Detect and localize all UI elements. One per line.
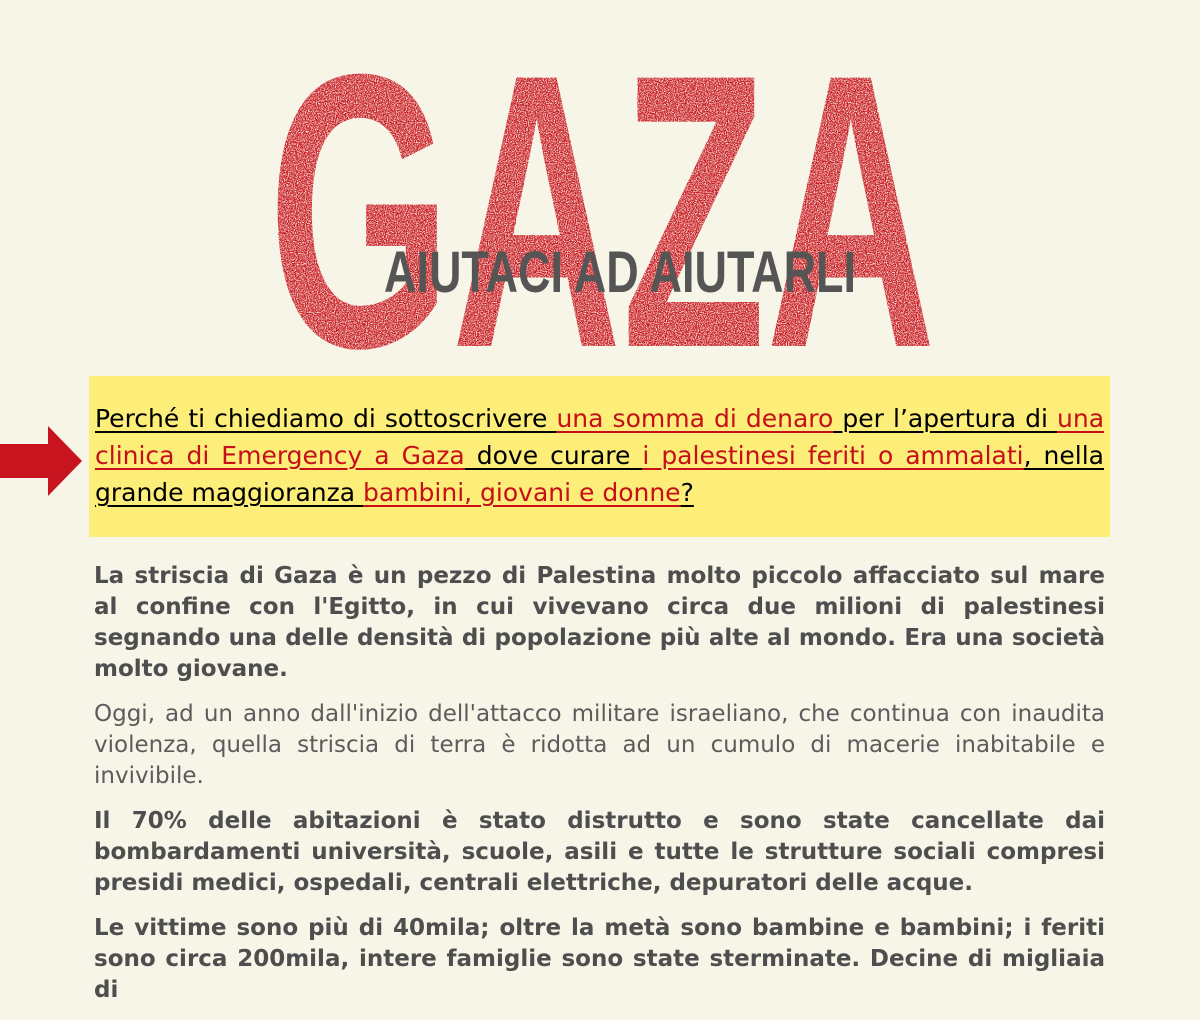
highlight-box [89,376,1110,537]
gaza-logo [262,48,942,358]
highlight-emphasis: i palestinesi feriti o ammalati [642,441,1024,470]
paragraph: La striscia di Gaza è un pezzo di Palestina molto piccolo affacciato sul mare al confine con l'Egitto, in cui vivevano circa due milioni di palestinesi segnando una delle densità di popolazione più alte al mondo. Era una società molto giovane. [94,563,1105,682]
highlight-emphasis: bambini, giovani e donne [363,478,681,507]
paragraph: Le vittime sono più di 40mila; oltre la metà sono bambine e bambini; i feriti sono circa 200mila, intere famiglie sono state sterminate. Decine di migliaia di [94,915,1105,1003]
paragraph: Oggi, ad un anno dall'inizio dell'attacco militare israeliano, che continua con inaudita violenza, quella striscia di terra è ridotta ad un cumulo di macerie inabitabile e invivibile. [94,701,1105,789]
highlight-emphasis: una somma di denaro [556,404,834,433]
gaza-logo-graphic [262,48,942,358]
article-body [94,561,1105,1020]
highlight-emphasis: una clinica di Emergency a Gaza [95,404,1105,470]
highlight-text-segment: dove curare [464,441,643,470]
paragraph: Il 70% delle abitazioni è stato distrutto e sono state cancellate dai bombardamenti università, scuole, asili e tutte le strutture sociali compresi presidi medici, ospedali, centrali elettriche, depuratori delle acque. [94,808,1105,896]
highlight-text-segment: ? [680,478,694,507]
highlight-text-segment: per l’apertura di [833,404,1057,433]
arrow-right-icon [0,424,82,498]
highlight-text-segment: Perché ti chiediamo di sottoscrivere [95,404,557,433]
highlight-question [95,400,1104,511]
logo-title: GAZA [268,48,936,358]
highlight-text-segment: , nella grande maggioranza [95,441,1104,507]
logo-subtitle: AIUTACI AD AIUTARLI [384,240,856,305]
